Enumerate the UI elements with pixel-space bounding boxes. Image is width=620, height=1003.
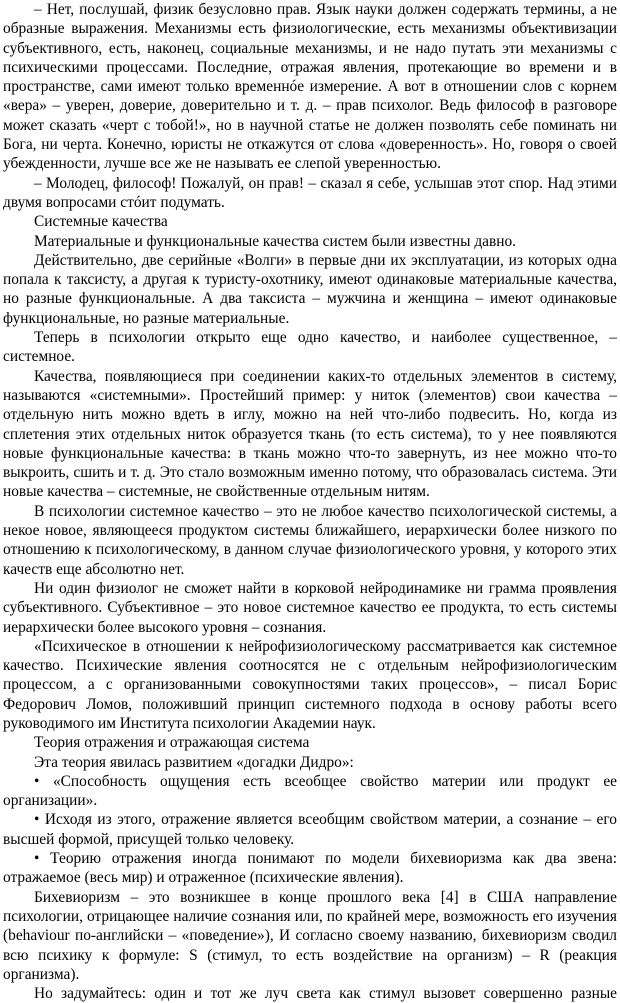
heading-reflection-theory: Теория отражения и отражающая система xyxy=(34,734,310,752)
paragraph-light-stimulus: Но задумайтесь: один и тот же луч света как стимул вызовет совершенно разные xyxy=(34,985,617,1003)
paragraph-system-quality-discovered: Теперь в психологии открыто еще одно качество, и наиболее существенное, – системное. xyxy=(3,329,617,366)
paragraph-lomov-quote: «Психическое в отношении к нейрофизиологическому рассматривается как системное качество. Психические явления соотносятся не с отдельным нейрофизиологическим процессом, а с организованными совокупностями таких процессов», – писал Борис Федорович Ломов, положивший принцип системного подхода в основу работы всего руководимого им Института психологии Академии наук. xyxy=(3,637,617,732)
heading-system-qualities: Системные качества xyxy=(34,213,168,231)
bullet-sensation: • «Способность ощущения есть всеобщее свойство материи или продукт ее организации». xyxy=(3,772,617,810)
paragraph-neurodynamics: Ни один физиолог не сможет найти в корковой нейродинамике ни грамма проявления субъективного. Субъективное – это новое системное качество ее продукта, то есть системы иерархически более высокого уровня – сознания. xyxy=(3,579,617,636)
paragraph-philosopher: – Молодец, философ! Пожалуй, он прав! – сказал я себе, услышав этот спор. Над этими двумя вопросами стóит подумать. xyxy=(3,174,617,211)
bullet-reflection-universal: • Исходя из этого, отражение является всеобщим свойством материи, а сознание – его высшей формой, присущей только человеку. xyxy=(3,811,617,848)
paragraph-behaviorism: Бихевиоризм – это возникшее в конце прошлого века [4] в США направление психологии, отрицающее наличие сознания или, по крайней мере, возможность его изучения (behaviour по-английски – «поведение»), И согласно своему названию, бихевиоризм сводил всю психику к формуле: S (стимул, то есть воздействие на организм) – R (реакция организма). xyxy=(3,888,617,983)
paragraph-material-functional: Материальные и функциональные качества систем были известны давно. xyxy=(34,232,517,250)
paragraph-volga-example: Действительно, две серийные «Волги» в первые дни их эксплуатации, из которых одна попала к таксисту, а другая к туристу-охотнику, имеют одинаковые материальные качества, но разные функциональные. А два таксиста – мужчина и женщина – имеют одинаковые функциональные, но разные материальные. xyxy=(3,251,617,327)
paragraph-psychology-system-quality: В психологии системное качество – это не любое качество психологической системы, а некое новое, являющееся продуктом системы ближайшего, иерархически более низкого по отношению к психологическому, в данном случае физиологического уровня, у которого этих качеств еще абсолютно нет. xyxy=(3,502,617,578)
bullet-behaviorism-model: • Теорию отражения иногда понимают по модели бихевиоризма как два звена: отражаемое (весь мир) и отраженное (психические явления). xyxy=(3,850,617,887)
document-page xyxy=(3,0,617,1003)
paragraph-threads-example: Качества, появляющиеся при соединении каких-то отдельных элементов в систему, называются «системными». Простейший пример: у ниток (элементов) свои качества – отдельную нить можно вдеть в иглу, можно на ней что-либо подвесить. Но, когда из сплетения этих отдельных ниток образуется ткань (то есть система), то у нее появляются новые функциональные качества: в ткань можно что-то завернуть, из нее можно что-то выкроить, сшить и т. д. Это стало возможным именно потому, что образовалась система. Эти новые качества – системные, не свойственные отдельным нитям. xyxy=(3,367,617,501)
paragraph-diderot-intro: Эта теория явилась развитием «догадки Дидро»: xyxy=(34,753,354,771)
paragraph-physicist-right: – Нет, послушай, физик безусловно прав. Язык науки должен содержать термины, а не образные выражения. Механизмы есть физиологические, есть механизмы объективизации субъективного, есть, наконец, социальные механизмы, и не надо путать эти механизмы с психическими процессами. Последние, отражая явления, протекающие во времени и в пространстве, сами имеют только временнóе измерение. А вот в отношении слов с корнем «вера» – уверен, доверие, доверительно и т. д. – прав психолог. Ведь философ в разговоре может сказать «черт с тобой!», но в научной статье не должен позволять себе поминать ни Бога, ни черта. Конечно, юристы не откажутся от слова «доверенность». Но, говоря о своей убежденности, лучше все же не называть ее слепой уверенностью. xyxy=(3,1,617,173)
